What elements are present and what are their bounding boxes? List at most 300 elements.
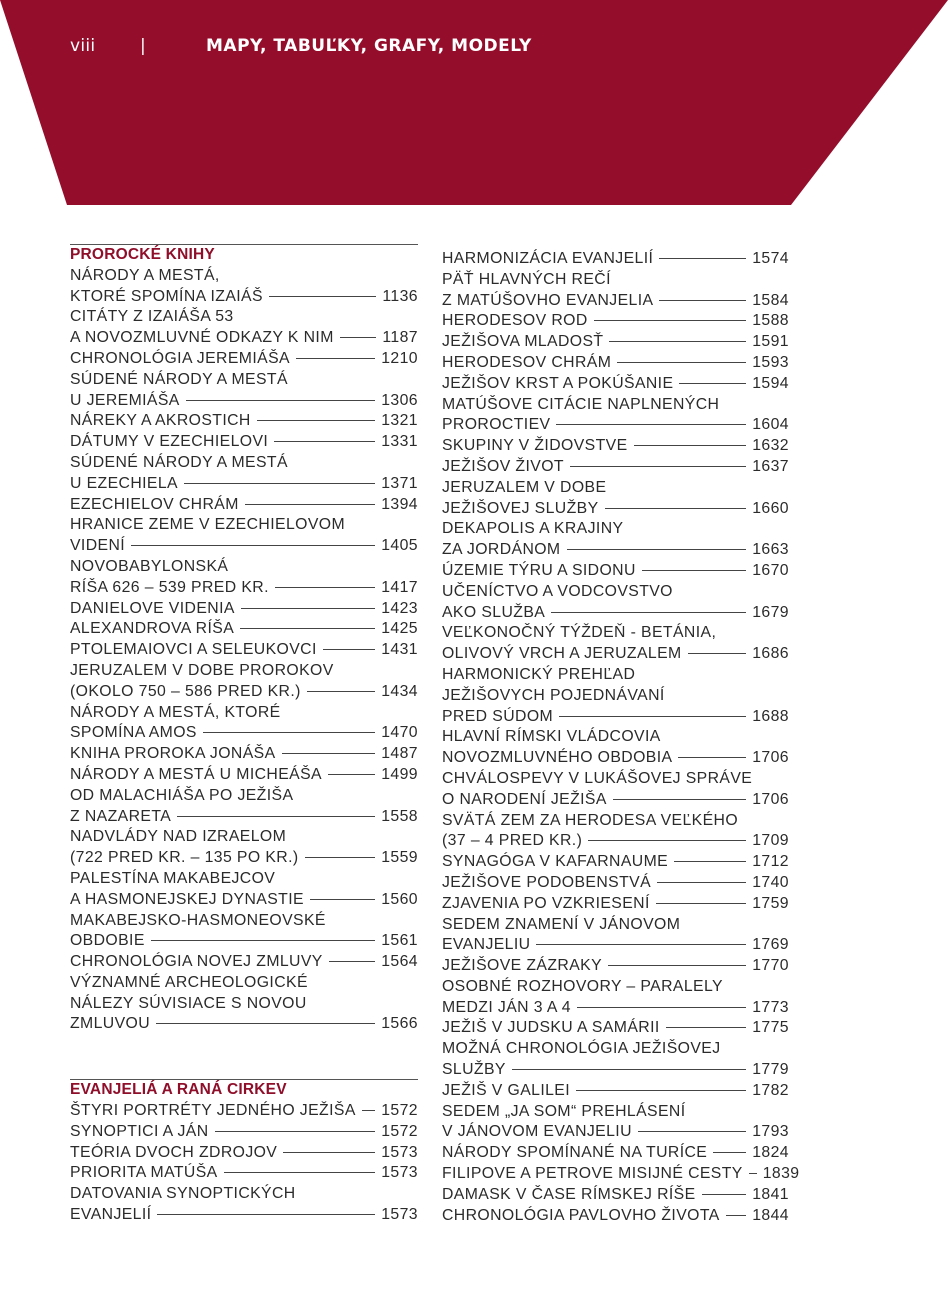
page-ref: 1759 (752, 894, 789, 912)
entry-title-line: NOVOBABYLONSKÁ (70, 557, 229, 575)
entry-title: SKUPINY V ŽIDOVSTVE (442, 437, 628, 455)
entry-title: Z NAZARETA (70, 807, 172, 825)
page-ref: 1824 (752, 1144, 789, 1162)
entry-last-line (442, 374, 789, 395)
entry-title-line: OSOBNÉ ROZHOVORY – PARALELY (442, 977, 723, 995)
toc-entry (70, 495, 418, 516)
page-ref: 1839 (762, 1165, 800, 1183)
entry-last-line (442, 790, 789, 811)
toc-entry (70, 599, 418, 620)
leader-line (674, 861, 746, 862)
toc-entry (442, 270, 789, 312)
page-ref: 1573 (381, 1164, 418, 1182)
leader-line (323, 649, 376, 650)
entry-title-line: PALESTÍNA MAKABEJCOV (70, 869, 276, 887)
entry-title: ZA JORDÁNOM (442, 541, 561, 559)
leader-line (340, 337, 377, 338)
entry-title: JEŽIŠOVE PODOBENSTVÁ (442, 873, 652, 891)
toc-entry (442, 478, 789, 520)
leader-line (328, 774, 375, 775)
toc-entry (70, 411, 418, 432)
entry-last-line (70, 578, 418, 599)
entry-title: CHRONOLÓGIA NOVEJ ZMLUVY (70, 953, 323, 971)
entry-last-line (70, 807, 418, 828)
entry-last-line (442, 873, 789, 894)
toc-entry (70, 1122, 418, 1143)
page-ref: 1841 (752, 1185, 789, 1203)
entry-last-line (442, 540, 789, 561)
entry-last-line (442, 311, 789, 332)
right-column (442, 234, 800, 1226)
entry-last-line (70, 619, 418, 640)
page-ref: 1706 (752, 749, 789, 767)
toc-entry (70, 370, 418, 412)
entry-last-line (70, 890, 418, 911)
leader-line (307, 691, 375, 692)
entry-title: (722 PRED KR. – 135 PO KR.) (70, 849, 299, 867)
entry-last-line (70, 848, 418, 869)
entry-last-line (70, 536, 418, 557)
toc-entry (70, 661, 418, 703)
entry-title: ALEXANDROVA RÍŠA (70, 620, 235, 638)
entry-title-line: SÚDENÉ NÁRODY A MESTÁ (70, 370, 288, 388)
page-ref: 1423 (381, 599, 418, 617)
entry-title: JEŽIŠ V JUDSKU A SAMÁRII (442, 1019, 660, 1037)
entry-title-line: NÁLEZY SÚVISIACE S NOVOU (70, 994, 307, 1012)
entry-title: CHRONOLÓGIA PAVLOVHO ŽIVOTA (442, 1206, 720, 1224)
entry-title-line: DEKAPOLIS A KRAJINY (442, 520, 624, 538)
leader-line (157, 1214, 375, 1215)
entry-title-line: JEŽIŠOVYCH POJEDNÁVANÍ (442, 686, 665, 704)
entry-title-line: PÄŤ HLAVNÝCH REČÍ (442, 270, 611, 288)
entry-last-line (70, 495, 418, 516)
entry-last-line (442, 707, 789, 728)
toc-entry (442, 1102, 789, 1144)
leader-line (245, 504, 375, 505)
toc-entry (442, 249, 789, 270)
leader-line (305, 857, 376, 858)
entry-last-line (442, 353, 789, 374)
entry-last-line (70, 1014, 418, 1035)
leader-line (203, 732, 375, 733)
toc-entry (70, 786, 418, 828)
entry-title: AKO SLUŽBA (442, 603, 546, 621)
leader-line (613, 799, 746, 800)
leader-line (177, 816, 375, 817)
page-ref: 1782 (752, 1081, 789, 1099)
toc-entry (70, 973, 418, 1035)
page-ref: 1558 (381, 807, 418, 825)
leader-line (151, 940, 375, 941)
entry-last-line (442, 332, 789, 353)
toc-entry (442, 811, 789, 853)
entry-title: NÁRODY A MESTÁ U MICHEÁŠA (70, 765, 322, 783)
entry-title: EVANJELIU (442, 936, 531, 954)
entry-last-line (70, 1163, 418, 1184)
header-title: MAPY, TABUĽKY, GRAFY, MODELY (206, 36, 532, 56)
entry-title: TEÓRIA DVOCH ZDROJOV (70, 1143, 278, 1161)
page-ref: 1566 (381, 1015, 418, 1033)
left-column (70, 234, 418, 1226)
entry-title: OLIVOVÝ VRCH A JERUZALEM (442, 645, 682, 663)
entry-title: A HASMONEJSKEJ DYNASTIE (70, 890, 304, 908)
entry-last-line (442, 998, 789, 1019)
page-ref: 1572 (381, 1122, 418, 1140)
entry-last-line (442, 1206, 789, 1227)
entry-last-line (70, 1143, 418, 1164)
entry-title: U JEREMIÁŠA (70, 391, 180, 409)
toc-entry (442, 1206, 789, 1227)
leader-line (570, 466, 746, 467)
entry-title-line: SVÄTÁ ZEM ZA HERODESA VEĽKÉHO (442, 811, 739, 829)
entry-title-line: JERUZALEM V DOBE (442, 478, 607, 496)
toc-entry (442, 894, 789, 915)
page-ref: 1487 (381, 745, 418, 763)
page-ref: 1588 (752, 312, 789, 330)
page-ref: 1844 (752, 1206, 789, 1224)
leader-line (594, 320, 747, 321)
entry-last-line (442, 1164, 800, 1185)
leader-line (726, 1215, 747, 1216)
entry-last-line (442, 249, 789, 270)
page-ref: 1187 (382, 329, 418, 347)
entry-last-line (70, 744, 418, 765)
entry-last-line (70, 432, 418, 453)
page-ref: 1604 (752, 416, 789, 434)
toc-entry (70, 827, 418, 869)
page-ref: 1560 (381, 890, 418, 908)
entry-title: VIDENÍ (70, 537, 126, 555)
header-separator: | (140, 36, 147, 56)
leader-line (605, 508, 747, 509)
leader-line (659, 300, 746, 301)
leader-line (274, 441, 375, 442)
toc-entry (442, 1039, 789, 1081)
entry-title: SPOMÍNA AMOS (70, 724, 197, 742)
toc-entry (70, 432, 418, 453)
entry-last-line (442, 956, 789, 977)
entry-title-line: MATÚŠOVE CITÁCIE NAPLNENÝCH (442, 395, 720, 413)
entry-title: EVANJELIÍ (70, 1206, 152, 1224)
toc-entry (442, 457, 789, 478)
entry-title: ŠTYRI PORTRÉTY JEDNÉHO JEŽIŠA (70, 1102, 356, 1120)
entry-last-line (442, 603, 789, 624)
entry-last-line (70, 349, 418, 370)
page-ref: 1594 (752, 374, 789, 392)
entry-last-line (70, 391, 418, 412)
entry-title: FILIPOVE A PETROVE MISIJNÉ CESTY (442, 1165, 743, 1183)
toc-entry (70, 765, 418, 786)
page-ref: 1405 (381, 537, 418, 555)
entry-last-line (70, 952, 418, 973)
entry-title-line: MAKABEJSKO-HASMONEOVSKÉ (70, 911, 326, 929)
page-ref: 1663 (752, 541, 789, 559)
entry-title: NÁREKY A AKROSTICH (70, 412, 251, 430)
page-ref: 1574 (752, 250, 789, 267)
leader-line (215, 1131, 376, 1132)
entry-last-line (70, 287, 418, 308)
entry-last-line (70, 1205, 418, 1226)
toc-entry (442, 1143, 789, 1164)
entry-last-line (70, 1101, 418, 1122)
leader-line (240, 628, 375, 629)
leader-line (609, 341, 746, 342)
entry-title: SLUŽBY (442, 1061, 506, 1079)
page-ref: 1210 (381, 349, 418, 367)
entry-last-line (442, 291, 789, 312)
entry-title: KNIHA PROROKA JONÁŠA (70, 745, 276, 763)
page-ref: 1740 (752, 873, 789, 891)
entry-last-line (70, 599, 418, 620)
entry-title: KTORÉ SPOMÍNA IZAIÁŠ (70, 287, 263, 305)
entry-last-line (70, 682, 418, 703)
leader-line (666, 1027, 747, 1028)
leader-line (329, 961, 376, 962)
toc-entry (442, 915, 789, 957)
page-ref: 1670 (752, 561, 789, 579)
page-ref: 1660 (752, 499, 789, 517)
page-ref: 1321 (381, 412, 418, 430)
toc-entry (442, 332, 789, 353)
entry-title: EZECHIELOV CHRÁM (70, 495, 239, 513)
entry-title-line: SÚDENÉ NÁRODY A MESTÁ (70, 453, 288, 471)
toc-entry (70, 1143, 418, 1164)
toc-entry (70, 453, 418, 495)
entry-last-line (442, 1122, 789, 1143)
page-ref: 1793 (752, 1123, 789, 1141)
entry-title-line: NÁRODY A MESTÁ, KTORÉ (70, 703, 281, 721)
leader-line (310, 899, 375, 900)
toc-entry (442, 311, 789, 332)
entry-title: HARMONIZÁCIA EVANJELIÍ (442, 250, 654, 267)
entry-title: U EZECHIELA (70, 474, 178, 492)
leader-line (186, 400, 376, 401)
toc-entry (70, 1184, 418, 1226)
leader-line (283, 1152, 375, 1153)
toc-entry (442, 395, 789, 437)
page-ref: 1394 (381, 495, 418, 513)
leader-line (567, 549, 747, 550)
entry-last-line (442, 436, 789, 457)
page-ref: 1773 (752, 998, 789, 1016)
page-ref: 1572 (381, 1102, 418, 1120)
leader-line (275, 587, 375, 588)
entry-title: ZMLUVOU (70, 1015, 151, 1033)
leader-line (269, 296, 376, 297)
page-ref: 1709 (752, 832, 789, 850)
page-ref: 1499 (381, 765, 418, 783)
leader-line (713, 1152, 746, 1153)
toc-entry (442, 769, 789, 811)
toc-entry (70, 1163, 418, 1184)
entry-last-line (442, 644, 789, 665)
leader-line (617, 362, 746, 363)
entry-title-line: CHVÁLOSPEVY V LUKÁŠOVEJ SPRÁVE (442, 769, 753, 787)
entry-title-line: OD MALACHIÁŠA PO JEŽIŠA (70, 786, 294, 804)
entry-last-line (70, 328, 418, 349)
entry-title-line: JERUZALEM V DOBE PROROKOV (70, 661, 334, 679)
entry-title-line: SEDEM „JA SOM“ PREHLÁSENÍ (442, 1102, 686, 1120)
entry-title: Z MATÚŠOVHO EVANJELIA (442, 291, 654, 309)
entry-title: RÍŠA 626 – 539 PRED KR. (70, 578, 269, 596)
page-ref: 1591 (752, 333, 789, 351)
entry-title-line: VEĽKONOČNÝ TÝŽDEŇ - BETÁNIA, (442, 624, 717, 642)
entry-title: HERODESOV CHRÁM (442, 353, 612, 371)
entry-title: PRIORITA MATÚŠA (70, 1164, 218, 1182)
leader-line (296, 358, 375, 359)
toc-entry (442, 1018, 789, 1039)
leader-line (224, 1172, 376, 1173)
entry-title: PTOLEMAIOVCI A SELEUKOVCI (70, 641, 317, 659)
leader-line (362, 1110, 375, 1111)
section-title: PROROCKÉ KNIHY (70, 246, 215, 263)
entry-title: MEDZI JÁN 3 A 4 (442, 998, 571, 1016)
page-ref: 1584 (752, 291, 789, 309)
page-ref: 1679 (752, 603, 789, 621)
leader-line (638, 1131, 746, 1132)
entry-last-line (442, 1060, 789, 1081)
page-ref: 1775 (752, 1019, 789, 1037)
toc-entry (442, 519, 789, 561)
toc-entry (442, 873, 789, 894)
entry-last-line (442, 1143, 789, 1164)
page-ref: 1632 (752, 437, 789, 455)
toc-entry (70, 515, 418, 557)
toc-entry (442, 436, 789, 457)
toc-entry (70, 744, 418, 765)
page-number: viii (70, 36, 96, 56)
entry-title-line: CITÁTY Z IZAIÁŠA 53 (70, 308, 234, 326)
toc-entry (442, 727, 789, 769)
page-ref: 1371 (381, 474, 418, 492)
page-ref: 1779 (752, 1061, 789, 1079)
entry-title: JEŽIŠ V GALILEI (442, 1081, 571, 1099)
entry-last-line (442, 499, 789, 520)
entry-last-line (70, 723, 418, 744)
entry-title-line: MOŽNÁ CHRONOLÓGIA JEŽIŠOVEJ (442, 1040, 721, 1058)
header-banner (0, 0, 948, 205)
entry-title: JEŽIŠOVE ZÁZRAKY (442, 957, 603, 975)
page-ref: 1417 (381, 578, 418, 596)
leader-line (642, 570, 746, 571)
leader-line (678, 757, 746, 758)
entry-last-line (70, 931, 418, 952)
leader-line (588, 840, 746, 841)
leader-line (241, 608, 375, 609)
leader-line (551, 612, 746, 613)
toc-entry (70, 349, 418, 370)
entry-title: ÚZEMIE TÝRU A SIDONU (442, 561, 636, 579)
entry-last-line (442, 1185, 789, 1206)
leader-line (576, 1090, 746, 1091)
entry-title-line: DATOVANIA SYNOPTICKÝCH (70, 1185, 296, 1203)
entry-title: DANIELOVE VIDENIA (70, 599, 235, 617)
entry-title-line: SEDEM ZNAMENÍ V JÁNOVOM (442, 915, 681, 933)
entry-title-line: NÁRODY A MESTÁ, (70, 266, 220, 284)
page-ref: 1686 (752, 645, 789, 663)
entry-last-line (442, 748, 789, 769)
entry-title-line: HARMONICKÝ PREHĽAD (442, 665, 636, 683)
entry-title-line: HRANICE ZEME V EZECHIELOVOM (70, 516, 345, 534)
page-ref: 1434 (381, 682, 418, 700)
leader-line (257, 420, 376, 421)
leader-line (184, 483, 375, 484)
toc-entry (442, 353, 789, 374)
entry-last-line (70, 411, 418, 432)
page-ref: 1573 (381, 1206, 418, 1224)
entry-title: DAMASK V ČASE RÍMSKEJ RÍŠE (442, 1185, 696, 1203)
toc-entry (442, 582, 789, 624)
entry-title-line: NADVLÁDY NAD IZRAELOM (70, 828, 287, 846)
entry-title: CHRONOLÓGIA JEREMIÁŠA (70, 349, 290, 367)
leader-line (749, 1173, 757, 1174)
entry-title: JEŽIŠOV KRST A POKÚŠANIE (442, 374, 674, 392)
toc-entry (70, 619, 418, 640)
leader-line (556, 424, 746, 425)
toc-entry (70, 703, 418, 745)
toc-entry (442, 956, 789, 977)
entry-last-line (442, 935, 789, 956)
toc-entry (70, 266, 418, 308)
section-gap (70, 1035, 418, 1069)
leader-line (512, 1069, 746, 1070)
leader-line (634, 445, 747, 446)
toc-entry (442, 1185, 789, 1206)
page-ref: 1559 (381, 849, 418, 867)
leader-line (702, 1194, 747, 1195)
page-ref: 1770 (752, 957, 789, 975)
entry-title-line: HLAVNÍ RÍMSKI VLÁDCOVIA (442, 728, 661, 746)
leader-line (659, 258, 746, 259)
entry-title: (OKOLO 750 – 586 PRED KR.) (70, 682, 301, 700)
leader-line (559, 716, 746, 717)
entry-last-line (442, 831, 789, 852)
entry-title-line: UČENÍCTVO A VODCOVSTVO (442, 582, 673, 600)
entry-title: PRED SÚDOM (442, 707, 554, 725)
entry-last-line (442, 415, 789, 436)
page-ref: 1470 (381, 724, 418, 742)
entry-title: PROROCTIEV (442, 416, 551, 434)
entry-title: SYNAGÓGA V KAFARNAUME (442, 853, 669, 871)
entry-last-line (442, 852, 789, 873)
leader-line (156, 1023, 375, 1024)
page-ref: 1561 (381, 932, 418, 950)
page-ref: 1573 (381, 1143, 418, 1161)
toc-entry (70, 869, 418, 911)
entry-title: O NARODENÍ JEŽIŠA (442, 790, 607, 808)
page-ref: 1431 (381, 641, 418, 659)
page-ref: 1706 (752, 790, 789, 808)
entry-last-line (442, 1018, 789, 1039)
page-ref: 1769 (752, 936, 789, 954)
entry-title: A NOVOZMLUVNÉ ODKAZY K NIM (70, 329, 334, 347)
toc-entry (442, 623, 789, 665)
toc-entry (442, 977, 789, 1019)
entry-last-line (442, 894, 789, 915)
page-ref: 1593 (752, 353, 789, 371)
leader-line (536, 944, 746, 945)
entry-title: V JÁNOVOM EVANJELIU (442, 1123, 632, 1141)
page-ref: 1331 (381, 433, 418, 451)
entry-title: DÁTUMY V EZECHIELOVI (70, 433, 269, 451)
toc-entry (70, 1101, 418, 1122)
section-title: EVANJELIÁ A RANÁ CIRKEV (70, 1081, 287, 1099)
entry-last-line (70, 765, 418, 786)
page-ref: 1306 (381, 391, 418, 409)
page-ref: 1136 (382, 287, 418, 305)
entry-last-line (70, 474, 418, 495)
entry-title: NÁRODY SPOMÍNANÉ NA TURÍCE (442, 1144, 708, 1162)
